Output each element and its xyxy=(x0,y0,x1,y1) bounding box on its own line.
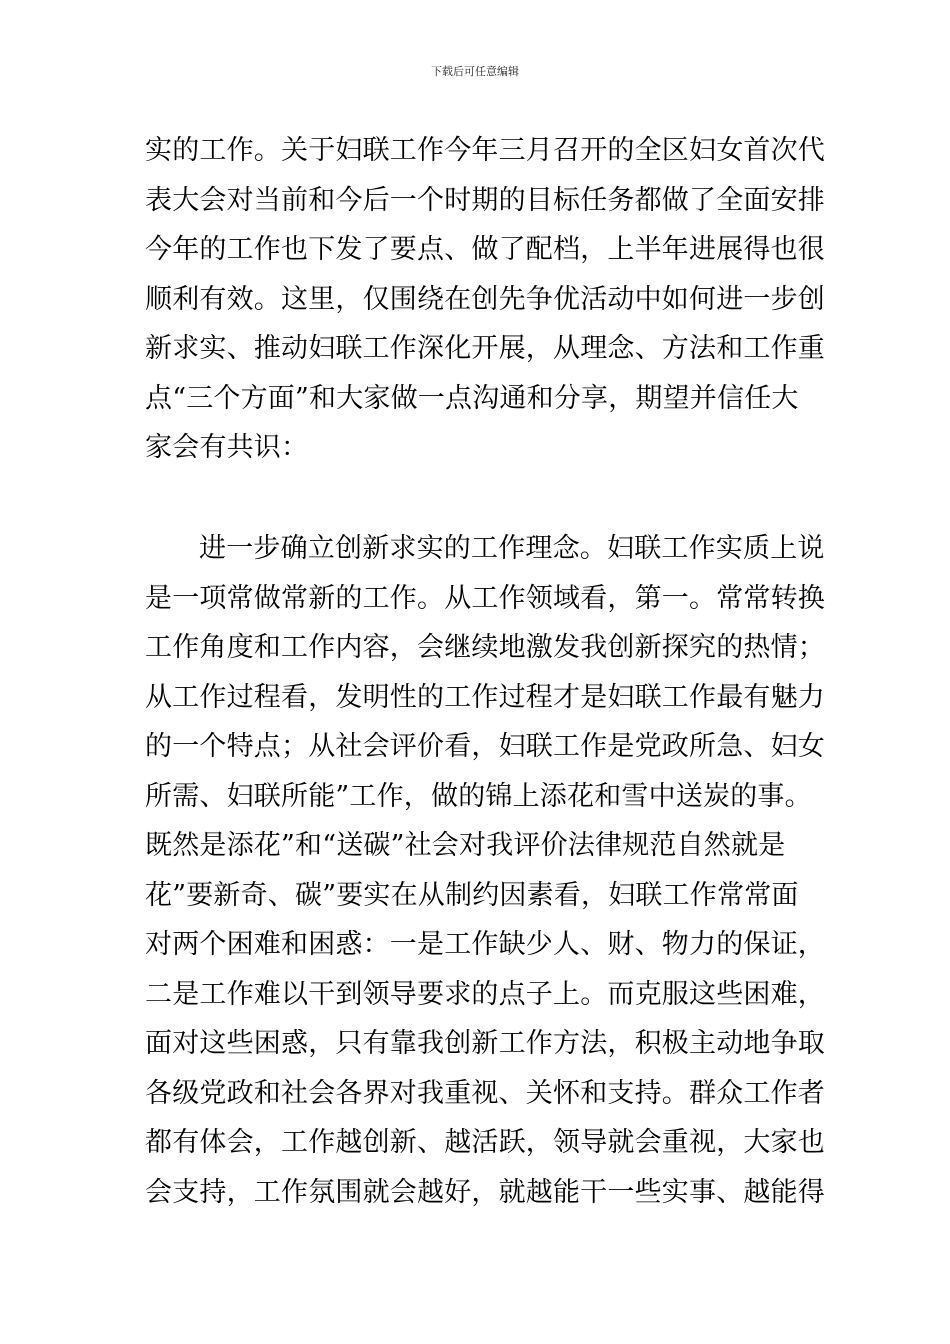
text-line: 的一个特点；从社会评价看，妇联工作是党政所急、妇女 xyxy=(145,731,825,762)
text-line: 顺利有效。这里，仅围绕在创先争优活动中如何进一步创 xyxy=(145,283,825,315)
text-line: 今年的工作也下发了要点、做了配档，上半年进展得也很 xyxy=(145,234,825,265)
text-line: 各级党政和社会各界对我重视、关怀和支持。群众工作者 xyxy=(145,1077,825,1109)
text-line: 从工作过程看，发明性的工作过程才是妇联工作最有魅力 xyxy=(145,681,825,713)
paragraph-1 xyxy=(145,126,825,473)
text-line: 既然是添花”和“送碳”社会对我评价法律规范自然就是 xyxy=(145,830,786,861)
text-line: 新求实、推动妇联工作深化开展，从理念、方法和工作重 xyxy=(145,333,825,364)
text-line: 对两个困难和困惑：一是工作缺少人、财、物力的保证， xyxy=(145,929,825,960)
text-line: 家会有共识： xyxy=(145,432,309,463)
text-line: 都有体会，工作越创新、越活跃，领导就会重视，大家也 xyxy=(145,1127,825,1158)
text-line: 花”要新奇、碳”要实在从制约因素看，妇联工作常常面 xyxy=(145,879,799,911)
text-line: 进一步确立创新求实的工作理念。妇联工作实质上说 xyxy=(199,533,825,564)
text-line: 点“三个方面”和大家做一点沟通和分享，期望并信任大 xyxy=(145,382,799,414)
page-header: 下载后可任意编辑 xyxy=(431,65,519,78)
text-line: 表大会对当前和今后一个时期的目标任务都做了全面安排 xyxy=(145,184,825,216)
text-line: 是一项常做常新的工作。从工作领域看，第一。常常转换 xyxy=(145,582,825,614)
text-line: 二是工作难以干到领导要求的点子上。而克服这些困难， xyxy=(145,978,825,1010)
paragraph-2 xyxy=(145,524,825,1217)
text-line: 会支持，工作氛围就会越好，就越能干一些实事、越能得 xyxy=(145,1176,825,1208)
text-line: 工作角度和工作内容，会继续地激发我创新探究的热情； xyxy=(145,632,825,663)
text-line: 面对这些困惑，只有靠我创新工作方法，积极主动地争取 xyxy=(145,1028,825,1059)
text-line: 所需、妇联所能”工作，做的锦上添花和雪中送炭的事。 xyxy=(145,780,812,812)
text-line: 实的工作。关于妇联工作今年三月召开的全区妇女首次代 xyxy=(145,135,825,166)
